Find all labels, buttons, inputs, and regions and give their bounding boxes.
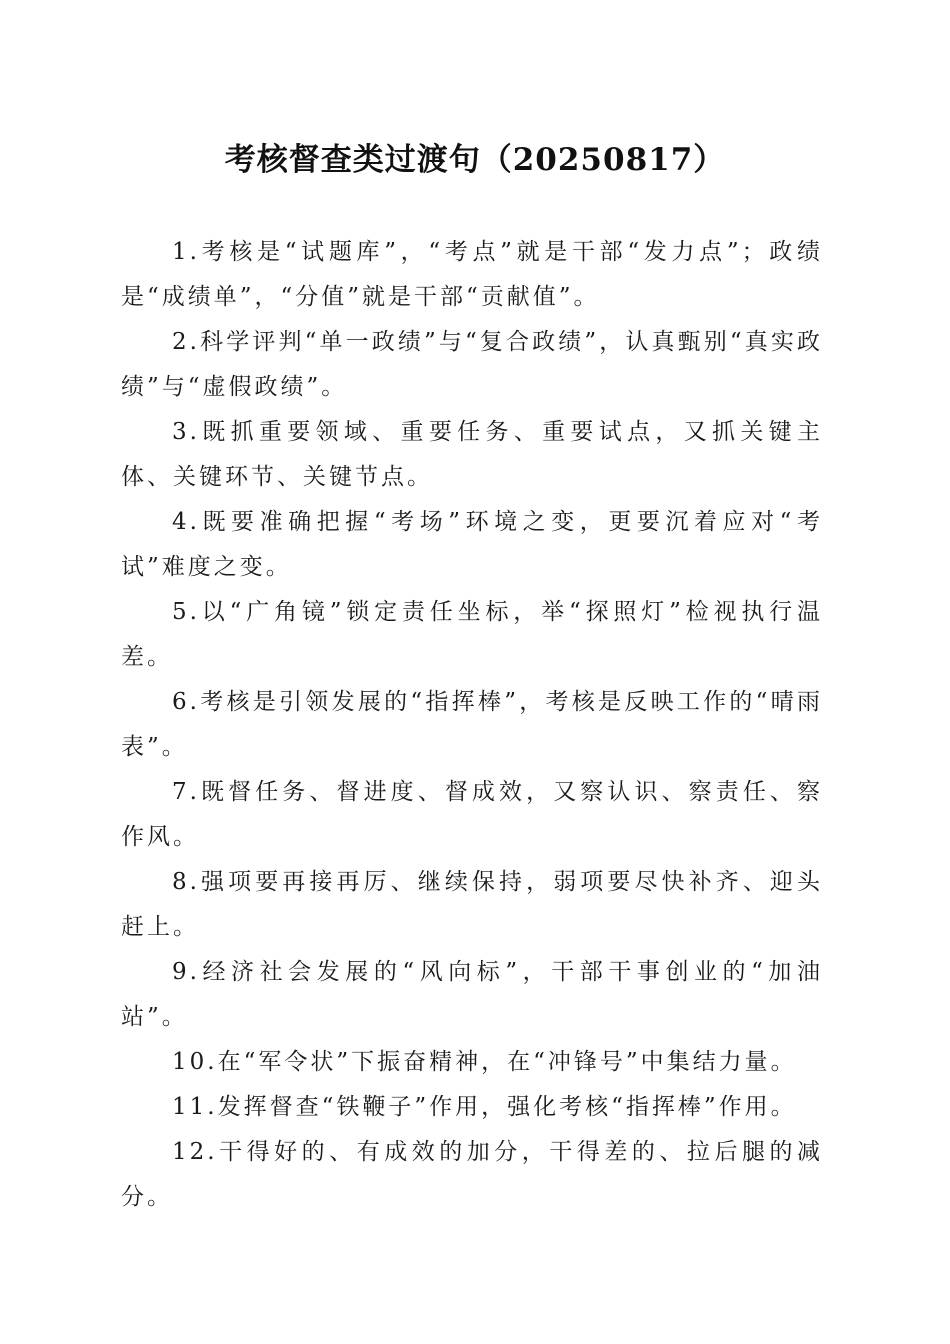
paragraph-10: 10.在“军令状”下振奋精神，在“冲锋号”中集结力量。 [172, 1049, 797, 1075]
paragraph-3: 3.既抓重要领域、重要任务、重要试点，又抓关键主体、关键环节、关键节点。 [121, 419, 823, 490]
paragraph-1: 1.考核是“试题库”，“考点”就是干部“发力点”；政绩是“成绩单”，“分值”就是干部“贡献值”。 [121, 239, 823, 310]
paragraph-4: 4.既要准确把握“考场”环境之变，更要沉着应对“考试”难度之变。 [121, 509, 823, 580]
document-body [121, 230, 823, 1220]
paragraph-5: 5.以“广角镜”锁定责任坐标，举“探照灯”检视执行温差。 [121, 599, 823, 670]
paragraph-11: 11.发挥督查“铁鞭子”作用，强化考核“指挥棒”作用。 [172, 1094, 797, 1120]
paragraph-8: 8.强项要再接再厉、继续保持，弱项要尽快补齐、迎头赶上。 [121, 869, 823, 940]
paragraph-12: 12.干得好的、有成效的加分，干得差的、拉后腿的减分。 [121, 1139, 823, 1210]
paragraph-7: 7.既督任务、督进度、督成效，又察认识、察责任、察作风。 [121, 779, 823, 850]
paragraph-2: 2.科学评判“单一政绩”与“复合政绩”，认真甄别“真实政绩”与“虚假政绩”。 [121, 329, 823, 400]
paragraph-6: 6.考核是引领发展的“指挥棒”，考核是反映工作的“晴雨表”。 [121, 689, 823, 760]
paragraph-9: 9.经济社会发展的“风向标”，干部干事创业的“加油站”。 [121, 959, 823, 1030]
document-title: 考核督查类过渡句（20250817） [224, 142, 726, 178]
